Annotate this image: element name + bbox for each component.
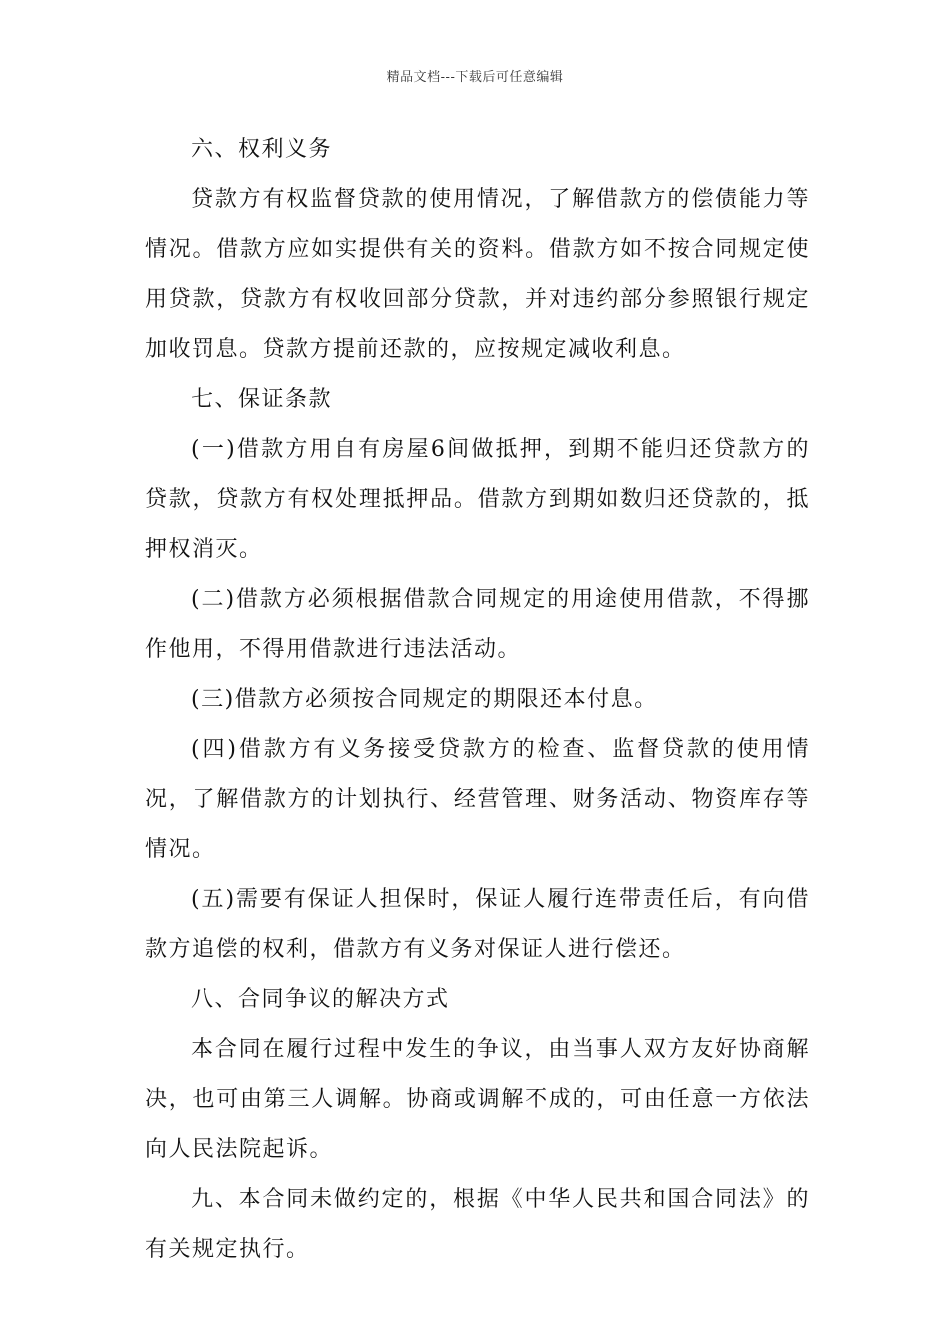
section-heading-rights-obligations: 六、权利义务 <box>191 137 333 162</box>
paragraph-guarantee-4: (四)借款方有义务接受贷款方的检查、监督贷款的使用情况，了解借款方的计划执行、经营管理、财务活动、物资库存等情况。 <box>145 737 810 862</box>
paragraph-guarantee-2: (二)借款方必须根据借款合同规定的用途使用借款，不得挪作他用，不得用借款进行违法活动。 <box>145 587 810 662</box>
document-body <box>145 125 810 1275</box>
paragraph-dispute-resolution: 本合同在履行过程中发生的争议，由当事人双方友好协商解决，也可由第三人调解。协商或调解不成的，可由任意一方依法向人民法院起诉。 <box>145 1037 810 1162</box>
paragraph-lender-rights: 贷款方有权监督贷款的使用情况，了解借款方的偿债能力等情况。借款方应如实提供有关的资料。借款方如不按合同规定使用贷款，贷款方有权收回部分贷款，并对违约部分参照银行规定加收罚息。贷款方提前还款的，应按规定减收利息。 <box>145 187 810 362</box>
paragraph-guarantee-5: (五)需要有保证人担保时，保证人履行连带责任后，有向借款方追偿的权利，借款方有义务对保证人进行偿还。 <box>145 887 810 962</box>
paragraph-unspecified-matters: 九、本合同未做约定的，根据《中华人民共和国合同法》的有关规定执行。 <box>145 1187 810 1262</box>
section-heading-guarantee-terms: 七、保证条款 <box>191 387 333 412</box>
paragraph-guarantee-3: (三)借款方必须按合同规定的期限还本付息。 <box>191 687 658 712</box>
paragraph-guarantee-1: (一)借款方用自有房屋6间做抵押，到期不能归还贷款方的贷款，贷款方有权处理抵押品。借款方到期如数归还贷款的，抵押权消灭。 <box>145 437 810 562</box>
page-header: 精品文档---下载后可任意编辑 <box>386 70 564 85</box>
section-heading-dispute-resolution: 八、合同争议的解决方式 <box>191 987 450 1012</box>
